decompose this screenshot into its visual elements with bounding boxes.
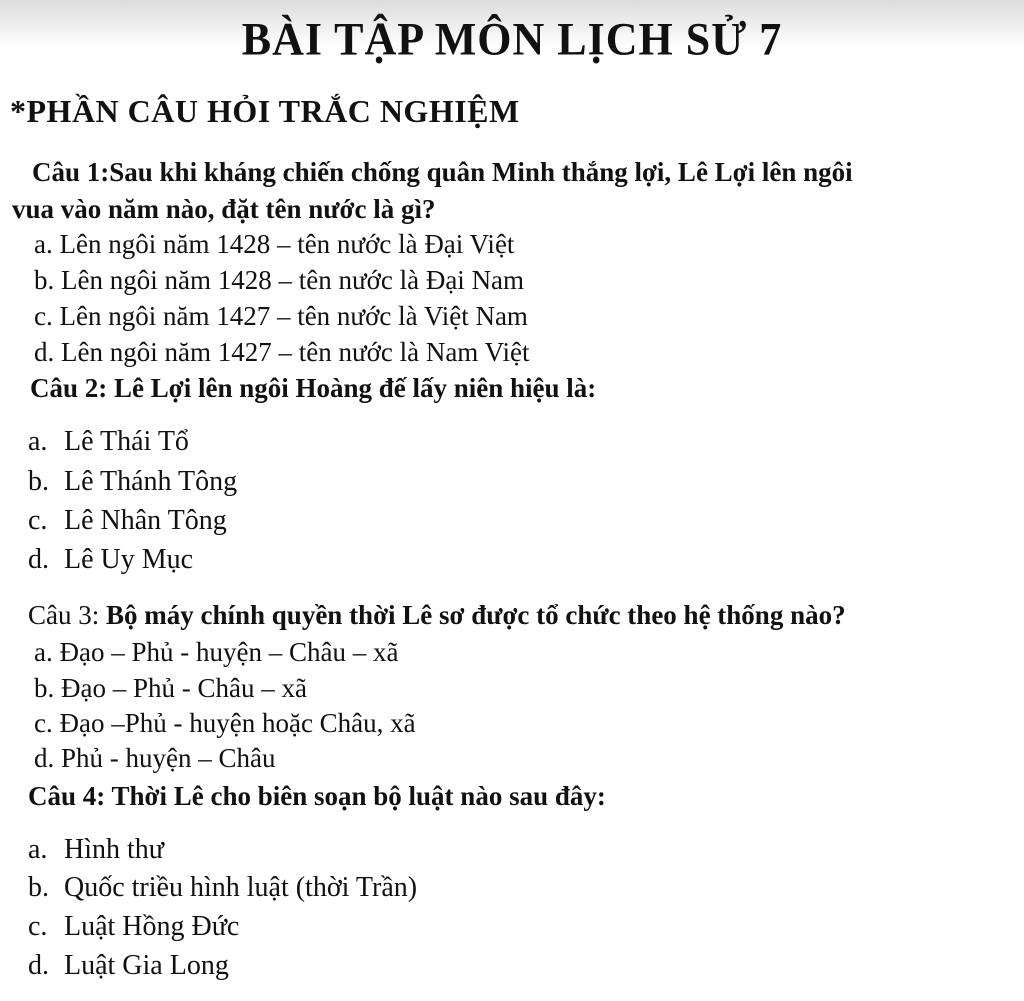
question-1-line-1: Câu 1:Sau khi kháng chiến chống quân Minh thắng lợi, Lê Lợi lên ngôi bbox=[32, 157, 853, 187]
q2-option-c bbox=[28, 505, 227, 537]
q3-option-d: d. Phủ - huyện – Châu bbox=[34, 743, 276, 773]
q4-option-b bbox=[28, 872, 417, 904]
q4-option-d bbox=[28, 950, 229, 982]
q2-option-b-letter: b. bbox=[28, 466, 49, 497]
q4-option-a bbox=[28, 834, 164, 866]
q2-option-b bbox=[28, 466, 237, 498]
q4-option-d-text: Luật Gia Long bbox=[64, 950, 229, 981]
q4-option-c-text: Luật Hồng Đức bbox=[64, 911, 240, 942]
question-2: Câu 2: Lê Lợi lên ngôi Hoàng đế lấy niên hiệu là: bbox=[30, 373, 597, 403]
section-heading: *PHẦN CÂU HỎI TRẮC NGHIỆM bbox=[10, 93, 520, 129]
question-1-line-2: vua vào năm nào, đặt tên nước là gì? bbox=[12, 194, 436, 224]
question-3-prefix: Câu 3: bbox=[28, 600, 106, 630]
q4-option-a-letter: a. bbox=[28, 834, 48, 865]
q2-option-c-letter: c. bbox=[28, 505, 48, 536]
q2-option-a-letter: a. bbox=[28, 426, 48, 457]
q4-option-b-text: Quốc triều hình luật (thời Trần) bbox=[64, 872, 418, 903]
q3-option-a: a. Đạo – Phủ - huyện – Châu – xã bbox=[34, 637, 399, 667]
q4-option-a-text: Hình thư bbox=[64, 834, 164, 865]
q1-option-a: a. Lên ngôi năm 1428 – tên nước là Đại Việt bbox=[34, 229, 515, 259]
q2-option-a bbox=[28, 426, 189, 458]
q2-option-c-text: Lê Nhân Tông bbox=[64, 505, 227, 536]
document-title: BÀI TẬP MÔN LỊCH SỬ 7 bbox=[241, 13, 783, 66]
question-4: Câu 4: Thời Lê cho biên soạn bộ luật nào sau đây: bbox=[28, 781, 606, 811]
q1-option-b: b. Lên ngôi năm 1428 – tên nước là Đại Nam bbox=[34, 265, 525, 295]
q4-option-c bbox=[28, 911, 239, 943]
q4-option-b-letter: b. bbox=[28, 872, 49, 903]
q2-option-a-text: Lê Thái Tổ bbox=[64, 426, 189, 457]
q2-option-d bbox=[28, 544, 193, 576]
question-3-text: Bộ máy chính quyền thời Lê sơ được tổ chức theo hệ thống nào? bbox=[106, 600, 846, 630]
q2-option-d-text: Lê Uy Mục bbox=[64, 544, 194, 575]
q3-option-b: b. Đạo – Phủ - Châu – xã bbox=[34, 673, 307, 703]
question-3 bbox=[28, 599, 846, 631]
q1-option-c: c. Lên ngôi năm 1427 – tên nước là Việt Nam bbox=[34, 301, 528, 331]
q2-option-b-text: Lê Thánh Tông bbox=[64, 466, 238, 497]
q4-option-d-letter: d. bbox=[28, 950, 49, 981]
q1-option-d: d. Lên ngôi năm 1427 – tên nước là Nam Việt bbox=[34, 337, 530, 367]
q4-option-c-letter: c. bbox=[28, 911, 48, 942]
q2-option-d-letter: d. bbox=[28, 544, 49, 575]
q3-option-c: c. Đạo –Phủ - huyện hoặc Châu, xã bbox=[34, 708, 416, 738]
